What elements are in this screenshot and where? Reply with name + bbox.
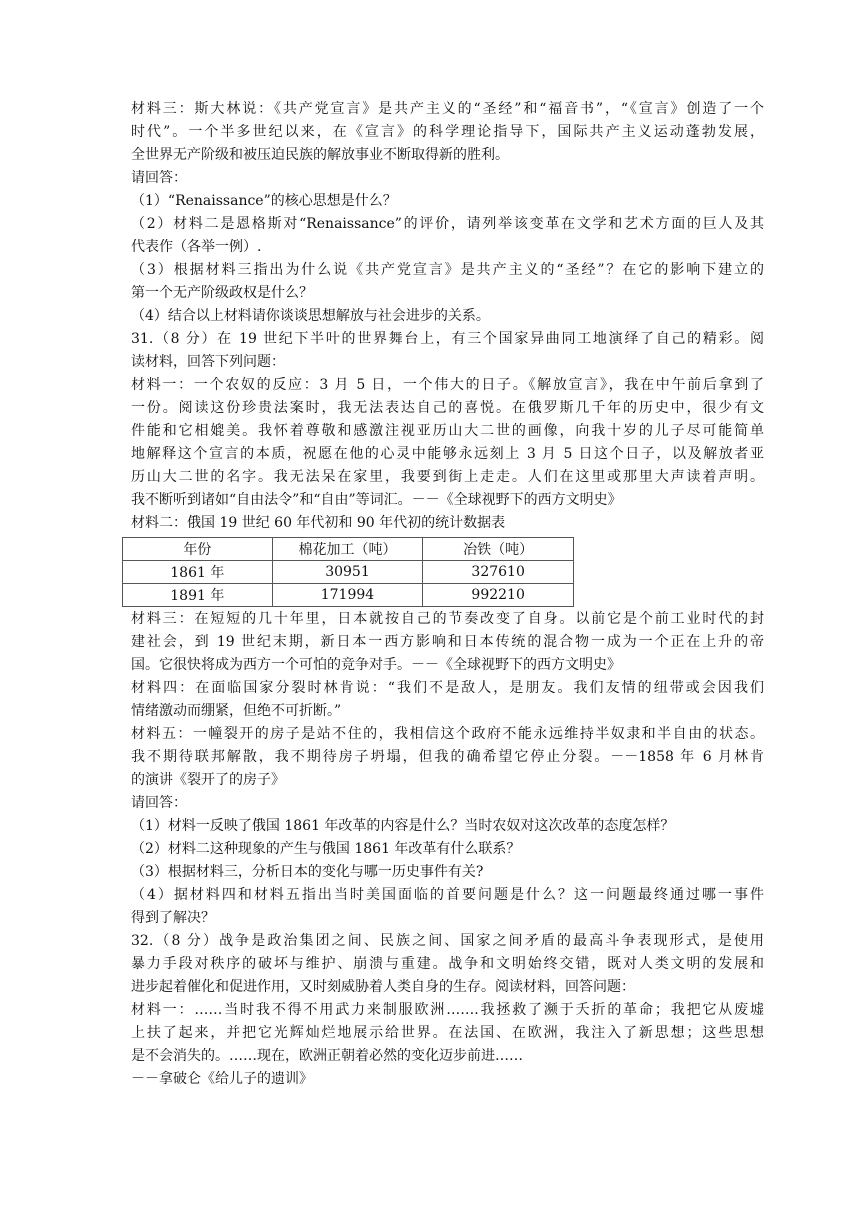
text-line: 上扶了起来，并把它光辉灿烂地展示给世界。在法国、在欧洲，我注入了新思想；这些思想 — [131, 1025, 764, 1041]
text-line: 31.（8 分）在 19 世纪下半叶的世界舞台上，有三个国家异曲同工地演绎了自己的精彩。阅 — [131, 331, 764, 347]
text-line: 材料三：斯大林说：《共产党宣言》是共产主义的“圣经”和“福音书”，“《宣言》创造了一个 — [131, 101, 764, 117]
text-line: （4）结合以上材料请你谈谈思想解放与社会进步的关系。 — [131, 308, 490, 324]
text-line: （3）根据材料三，分析日本的变化与哪一历史事件有关? — [131, 864, 484, 880]
text-line: 材料三：在短短的几十年里，日本就按自己的节奏改变了自身。以前它是个前工业时代的封 — [131, 611, 764, 627]
text-line: 我不断听到诸如“自由法令”和“自由”等词汇。－－《全球视野下的西方文明史》 — [131, 492, 622, 508]
text-line: 读材料，回答下列问题： — [131, 354, 285, 370]
text-line: 地解释这个宣言的本质，祝愿在他的心灵中能够永远刻上 3 月 5 日这个日子，以及解放者亚 — [131, 446, 764, 462]
text-line: （1）“Renaissance”的核心思想是什么？ — [131, 193, 397, 209]
text-line: 全世界无产阶级和被压迫民族的解放事业不断取得新的胜利。 — [131, 147, 509, 163]
text-line: 材料五：一幢裂开的房子是站不住的，我相信这个政府不能永远维持半奴隶和半自由的状态。 — [131, 726, 764, 742]
text-line: 建社会，到 19 世纪末期，新日本一西方影响和日本传统的混合物一成为一个正在上升的帝 — [131, 634, 764, 650]
text-line: 得到了解决？ — [131, 910, 215, 926]
table-cell: 1861 年 — [123, 561, 273, 584]
text-line: 进步起着催化和促进作用，又时刻威胁着人类自身的生存。阅读材料，回答问题： — [131, 979, 635, 995]
table-cell: 1891 年 — [123, 584, 273, 607]
table-cell: 992210 — [423, 584, 574, 607]
text-line: 材料四：在面临国家分裂时林肯说：“我们不是敌人，是朋友。我们友情的纽带或会因我们 — [131, 680, 764, 696]
text-line: 是不会消失的。……现在，欧洲正朝着必然的变化迈步前进…… — [131, 1048, 523, 1064]
text-line: 历山大二世的名字。我无法呆在家里，我要到街上走走。人们在这里或那里大声读着声明。 — [131, 469, 764, 485]
text-line: 材料一：一个农奴的反应：3 月 5 日，一个伟大的日子。《解放宣言》，我在中午前后拿到了 — [131, 377, 764, 393]
table-row — [123, 561, 574, 584]
text-line: 暴力手段对秩序的破坏与维护、崩溃与重建。战争和文明始终交错，既对人类文明的发展和 — [131, 956, 764, 972]
table-header-cell: 冶铁（吨） — [423, 538, 574, 561]
text-line: 材料二：俄国 19 世纪 60 年代初和 90 年代初的统计数据表 — [131, 515, 506, 531]
text-line: 我不期待联邦解散，我不期待房子坍塌，但我的确希望它停止分裂。－－1858 年 6 月林肯 — [131, 749, 764, 765]
table-header-row — [123, 538, 574, 561]
statistics-table — [122, 537, 574, 607]
text-line: 请回答： — [131, 170, 187, 186]
table-cell: 171994 — [272, 584, 423, 607]
text-line: 请回答： — [131, 795, 187, 811]
text-line: 第一个无产阶级政权是什么？ — [131, 285, 313, 301]
table-row — [123, 584, 574, 607]
text-line: （1）材料一反映了俄国 1861 年改革的内容是什么？当时农奴对这次改革的态度怎样？ — [131, 818, 675, 834]
text-line: 一份。阅读这份珍贵法案时，我无法表达自己的喜悦。在俄罗斯几千年的历史中，很少有文 — [131, 400, 764, 416]
text-line: 件能和它相媲美。我怀着尊敬和感激注视亚历山大二世的画像，向我十岁的儿子尽可能简单 — [131, 423, 764, 439]
table-cell: 30951 — [272, 561, 423, 584]
text-block-top — [131, 98, 764, 535]
text-line: 32.（8 分）战争是政治集团之间、民族之间、国家之间矛盾的最高斗争表现形式，是使用 — [131, 933, 764, 949]
text-line: 国。它很快将成为西方一个可怕的竞争对手。－－《全球视野下的西方文明史》 — [131, 657, 621, 673]
table-header-cell: 年份 — [123, 538, 273, 561]
text-line: （2）材料二这种现象的产生与俄国 1861 年改革有什么联系？ — [131, 841, 521, 857]
text-block-bottom — [131, 608, 764, 1091]
text-line: 材料一：……当时我不得不用武力来制服欧洲…….我拯救了濒于夭折的革命；我把它从废墟 — [131, 1002, 764, 1018]
text-line: （2）材料二是恩格斯对“Renaissance”的评价，请列举该变革在文学和艺术方面的巨人及其 — [131, 216, 764, 232]
text-line: 情绪激动而绷紧，但绝不可折断。” — [131, 703, 342, 719]
text-line: 代表作（各举一例）. — [131, 239, 262, 255]
text-line: 时代”。一个半多世纪以来，在《宣言》的科学理论指导下，国际共产主义运动蓬勃发展， — [131, 124, 764, 140]
text-line: （4）据材料四和材料五指出当时美国面临的首要问题是什么？这一问题最终通过哪一事件 — [131, 887, 764, 903]
text-line: （3）根据材料三指出为什么说《共产党宣言》是共产主义的“圣经”？在它的影响下建立的 — [131, 262, 764, 278]
table-header-cell: 棉花加工（吨） — [272, 538, 423, 561]
text-line: 的演讲《裂开了的房子》 — [131, 772, 285, 788]
text-line: －－拿破仑《给儿子的遗训》 — [131, 1071, 313, 1087]
table-cell: 327610 — [423, 561, 574, 584]
